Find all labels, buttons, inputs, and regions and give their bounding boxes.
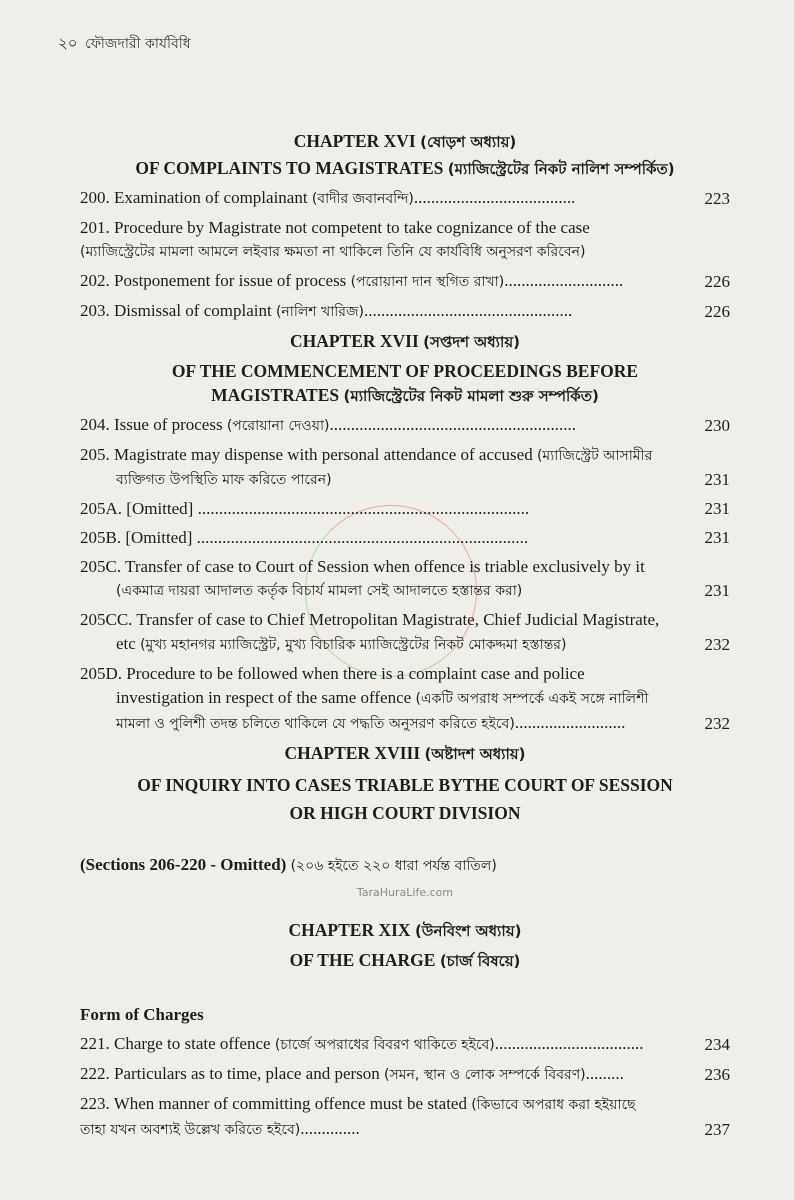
- e204-page: 230: [704, 416, 730, 435]
- e201-bn: (ম্যাজিস্ট্রেটের মামলা আমলে লইবার ক্ষমতা না থাকিলে তিনি যে কার্যবিধি অনুসরণ করিবেন): [80, 244, 586, 260]
- ch17-title_bn: (সপ্তদশ অধ্যায়): [423, 333, 521, 351]
- ch18-subtitle1: OF INQUIRY INTO CASES TRIABLE BYTHE COURT OF SESSION: [137, 775, 673, 795]
- table-of-contents: [80, 129, 730, 1142]
- e222-dots: .........: [585, 1064, 624, 1083]
- e205b-page: 231: [704, 528, 730, 547]
- ch17-subtitle2: MAGISTRATES: [211, 385, 340, 405]
- ch17-title: CHAPTER XVII: [289, 331, 419, 351]
- ch17-subtitle_bn: (ম্যাজিস্ট্রেটের নিকট মামলা শুরু সম্পর্কিত): [343, 387, 599, 405]
- toc-entry-222: [80, 1062, 730, 1087]
- e202-page: 226: [704, 272, 730, 291]
- chapter-17-heading: [80, 329, 730, 354]
- toc-entry-223: [80, 1092, 730, 1142]
- e223-page: 237: [704, 1120, 730, 1139]
- toc-entry-205cc: [80, 608, 730, 657]
- e221-page: 234: [704, 1035, 730, 1054]
- e201-text: 201. Procedure by Magistrate not competent to take cognizance of the case: [80, 218, 590, 237]
- ch19-title: CHAPTER XIX: [288, 920, 411, 940]
- toc-entry-201: [80, 216, 730, 264]
- ch16-subtitle: OF COMPLAINTS TO MAGISTRATES: [135, 158, 444, 178]
- ch17-subtitle1: OF THE COMMENCEMENT OF PROCEEDINGS BEFORE: [171, 361, 639, 381]
- ch19-subtitle_bn: (চার্জ বিষয়ে): [439, 952, 521, 970]
- e222-bn: (সমন, স্থান ও লোক সম্পর্কে বিবরণ): [384, 1067, 586, 1083]
- e205cc-page: 232: [704, 635, 730, 654]
- e200-text: 200. Examination of complainant: [80, 188, 312, 207]
- omitted-sections-note: [80, 853, 730, 878]
- e200-bn: (বাদীর জবানবন্দি): [311, 191, 414, 207]
- e203-dots: .................................................: [363, 301, 573, 320]
- ch18-subtitle2: OR HIGH COURT DIVISION: [289, 803, 521, 823]
- omitted-text: (Sections 206-220 - Omitted): [80, 855, 291, 874]
- toc-entry-202: [80, 269, 730, 294]
- omitted-bn: (২০৬ হইতে ২২০ ধারা পর্যন্ত বাতিল): [290, 858, 497, 874]
- e203-text: 203. Dismissal of complaint: [80, 301, 276, 320]
- e205c-bn: (একমাত্র দায়রা আদালত কর্তৃক বিচার্য মামলা সেই আদালতে হস্তান্তর করা): [116, 583, 523, 599]
- e205d-page: 232: [704, 714, 730, 733]
- e205d-bn2: মামলা ও পুলিশী তদন্ত চলিতে থাকিলে যে পদ্ধতি অনুসরণ করিতে হইবে): [116, 716, 515, 732]
- e202-dots: ............................: [504, 271, 624, 290]
- e205-text: 205. Magistrate may dispense with personal attendance of accused: [80, 445, 537, 464]
- toc-entry-200: [80, 186, 730, 211]
- e205c-text: 205C. Transfer of case to Court of Session when offence is triable exclusively by it: [80, 557, 645, 576]
- toc-entry-205d: [80, 662, 730, 736]
- e223-dots: ..............: [300, 1119, 360, 1138]
- e221-text: 221. Charge to state offence: [80, 1034, 275, 1053]
- e222-text: 222. Particulars as to time, place and person: [80, 1064, 385, 1083]
- ch19-title_bn: (উনবিংশ অধ্যায়): [414, 922, 522, 940]
- page-number: ২০: [58, 36, 78, 52]
- e205a-text: 205A. [Omitted]: [80, 499, 198, 518]
- toc-entry-205b: [80, 526, 730, 550]
- e205b-text: 205B. [Omitted]: [80, 528, 197, 547]
- ch16-title_bn: (ষোড়শ অধ্যায়): [420, 133, 517, 151]
- e200-dots: ......................................: [413, 188, 576, 207]
- e205c-page: 231: [704, 581, 730, 600]
- page-ref: 223: [704, 189, 730, 208]
- chapter-16-subtitle: [80, 156, 730, 181]
- ch16-title: CHAPTER XVI: [293, 131, 416, 151]
- e205b-dots: ..............................................................................: [196, 528, 529, 547]
- chapter-16-heading: [80, 129, 730, 154]
- e205d-text: 205D. Procedure to be followed when there is a complaint case and police: [80, 664, 585, 683]
- e204-text: 204. Issue of process: [80, 415, 227, 434]
- chapter-19-heading: [80, 918, 730, 943]
- e205cc-text2: etc: [116, 634, 141, 653]
- watermark-text: TaraHuraLife.com: [356, 886, 454, 899]
- e205d-text2: investigation in respect of the same offence: [116, 688, 416, 707]
- e205cc-bn: (মুখ্য মহানগর ম্যাজিস্ট্রেট, মুখ্য বিচারিক ম্যাজিস্ট্রেটের নিকট মোকদ্দমা হস্তান্তর): [140, 637, 567, 653]
- ch19-subtitle: OF THE CHARGE: [289, 950, 436, 970]
- e205d-bn1: (একটি অপরাধ সম্পর্কে একই সঙ্গে নালিশী: [415, 691, 649, 707]
- e203-bn: (নালিশ খারিজ): [275, 304, 364, 320]
- running-title: ফৌজদারী কার্যবিধি: [85, 36, 191, 52]
- e205-bn2: ব্যক্তিগত উপস্থিতি মাফ করিতে পারেন): [116, 472, 332, 488]
- e203-page: 226: [704, 302, 730, 321]
- running-header: [58, 32, 191, 57]
- ch18-title: CHAPTER XVIII: [284, 743, 421, 763]
- chapter-17-subtitle: [80, 359, 730, 408]
- e223-text: 223. When manner of committing offence must be stated: [80, 1094, 472, 1113]
- form-of-charges-heading: Form of Charges: [80, 1005, 204, 1024]
- e205-page: 231: [704, 470, 730, 489]
- toc-entry-205c: [80, 555, 730, 603]
- e221-bn: (চার্জে অপরাধের বিবরণ থাকিতে হইবে): [274, 1037, 495, 1053]
- toc-entry-205: [80, 443, 730, 492]
- e202-text: 202. Postponement for issue of process: [80, 271, 351, 290]
- chapter-18-heading: [80, 741, 730, 766]
- e205a-page: 231: [704, 499, 730, 518]
- toc-entry-205a: [80, 497, 730, 521]
- toc-entry-204: [80, 413, 730, 438]
- ch18-title_bn: (অষ্টাদশ অধ্যায়): [424, 745, 526, 763]
- chapter-19-subtitle: [80, 948, 730, 973]
- e205a-dots: ..............................................................................: [197, 499, 530, 518]
- e223-bn1: (কিভাবে অপরাধ করা হইয়াছে: [471, 1097, 636, 1113]
- e202-bn: (পরোয়ানা দান স্থগিত রাখা): [350, 274, 505, 290]
- e205cc-text: 205CC. Transfer of case to Chief Metropolitan Magistrate, Chief Judicial Magistrate,: [80, 610, 660, 629]
- chapter-18-subtitle: [80, 771, 730, 827]
- e222-page: 236: [704, 1065, 730, 1084]
- e204-dots: ..........................................................: [329, 415, 576, 434]
- e205d-dots: ..........................: [514, 713, 626, 732]
- e205-bn1: (ম্যাজিস্ট্রেট আসামীর: [536, 448, 653, 464]
- e223-bn2: তাহা যখন অবশ্যই উল্লেখ করিতে হইবে): [80, 1122, 301, 1138]
- toc-entry-221: [80, 1032, 730, 1057]
- e221-dots: ...................................: [494, 1034, 644, 1053]
- e204-bn: (পরোয়ানা দেওয়া): [226, 418, 330, 434]
- toc-entry-203: [80, 299, 730, 324]
- ch16-subtitle_bn: (ম্যাজিস্ট্রেটের নিকট নালিশ সম্পর্কিত): [447, 160, 675, 178]
